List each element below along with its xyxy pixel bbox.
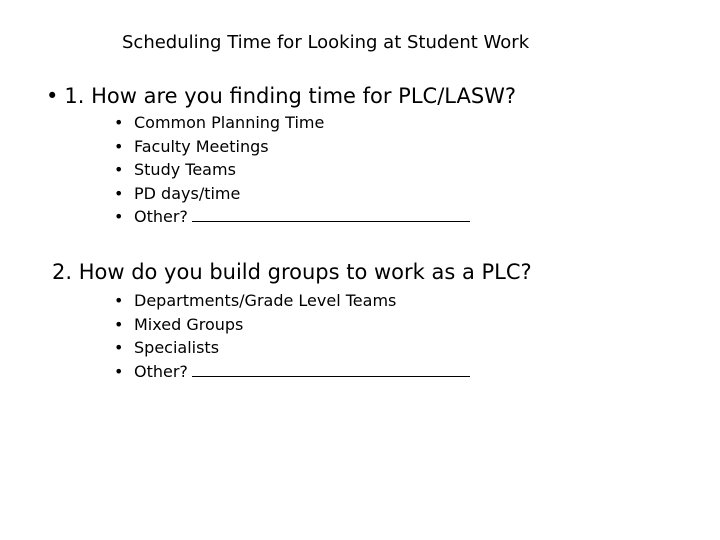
- slide-title: Scheduling Time for Looking at Student Work: [122, 32, 530, 53]
- bullet-icon: •: [114, 136, 124, 156]
- fill-in-line: [192, 363, 470, 377]
- list-item: [114, 360, 470, 384]
- list-item: [114, 336, 470, 360]
- option-label: Study Teams: [134, 160, 236, 180]
- list-item: [114, 158, 470, 182]
- bullet-icon: •: [114, 338, 124, 358]
- option-label: Specialists: [134, 338, 220, 358]
- list-item: [114, 313, 470, 337]
- list-item: [114, 205, 470, 229]
- list-item: [114, 111, 470, 135]
- question-1-text: 1. How are you finding time for PLC/LASW?: [64, 84, 517, 108]
- option-label: Common Planning Time: [134, 113, 325, 132]
- bullet-icon: •: [114, 113, 124, 132]
- fill-in-line: [192, 208, 470, 222]
- option-label: Mixed Groups: [134, 314, 244, 334]
- question-1-options: [114, 111, 470, 229]
- question-2-text: 2. How do you build groups to work as a PLC?: [52, 260, 532, 284]
- option-label: Other?: [134, 207, 188, 227]
- option-label: Faculty Meetings: [134, 136, 269, 156]
- question-1-bullet: •: [46, 84, 59, 108]
- list-item: [114, 182, 470, 206]
- bullet-icon: •: [114, 160, 124, 180]
- list-item: [114, 135, 470, 159]
- bullet-icon: •: [114, 291, 124, 310]
- bullet-icon: •: [114, 183, 124, 203]
- bullet-icon: •: [114, 314, 124, 334]
- option-label: PD days/time: [134, 183, 241, 203]
- bullet-icon: •: [114, 361, 124, 381]
- list-item: [114, 289, 470, 313]
- question-1: [46, 84, 516, 108]
- question-2: [52, 260, 532, 284]
- option-label: Departments/Grade Level Teams: [134, 291, 397, 310]
- option-label: Other?: [134, 361, 188, 381]
- bullet-icon: •: [114, 207, 124, 227]
- question-2-options: [114, 289, 470, 383]
